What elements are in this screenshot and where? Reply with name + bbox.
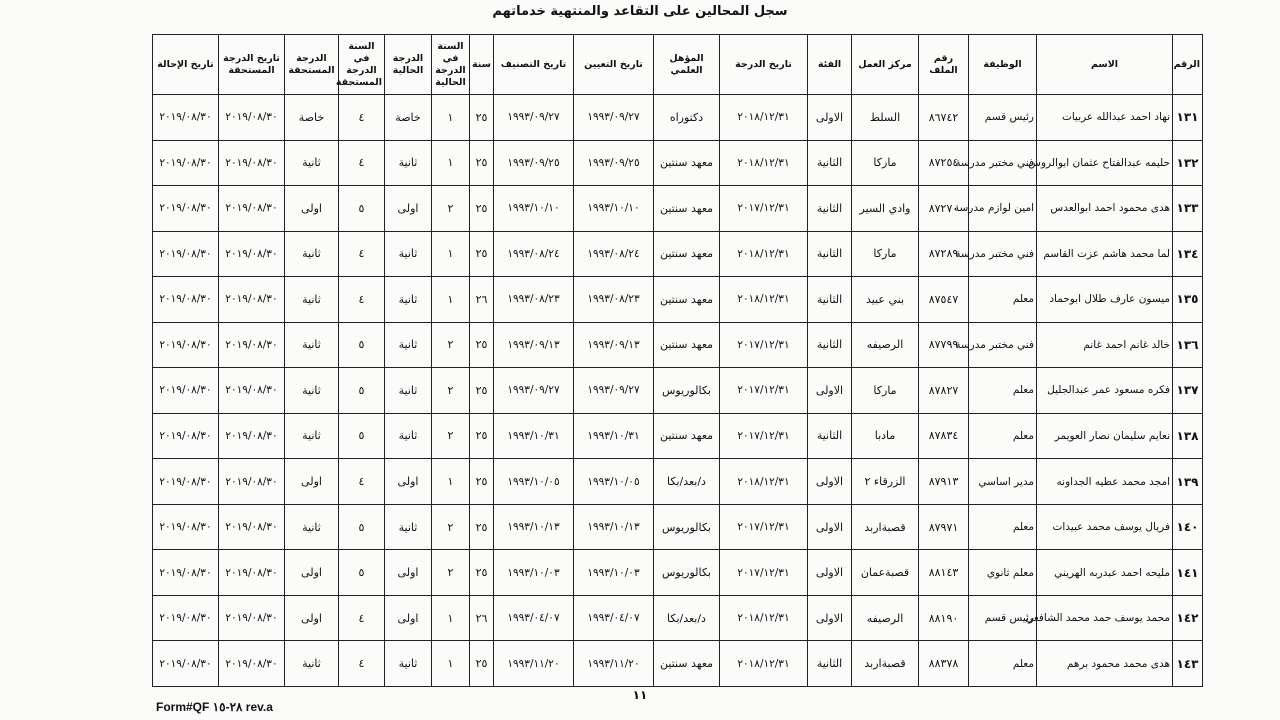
table-cell: اولى xyxy=(385,459,432,505)
table-cell: ٢٦ xyxy=(470,595,494,641)
table-cell: ٢٠١٩/٠٨/٣٠ xyxy=(219,140,285,186)
table-cell: ١٤٠ xyxy=(1173,504,1203,550)
table-cell: اولى xyxy=(285,459,339,505)
table-cell: ٨٧٢٧٠ xyxy=(919,186,969,232)
table-cell: ٢٠١٨/١٢/٣١ xyxy=(720,595,808,641)
table-cell: ٢٠١٩/٠٨/٣٠ xyxy=(219,595,285,641)
table-cell: ثانية xyxy=(285,322,339,368)
table-row xyxy=(153,641,1203,687)
table-cell: ٢٠١٨/١٢/٣١ xyxy=(720,140,808,186)
table-cell: ٢٠١٩/٠٨/٣٠ xyxy=(153,641,219,687)
table-cell: ٢٠١٩/٠٨/٣٠ xyxy=(153,186,219,232)
table-cell: ٤ xyxy=(339,231,385,277)
table-cell: ١٩٩٣/١٠/١٣ xyxy=(574,504,654,550)
table-cell: بكالوريوس xyxy=(654,504,720,550)
table-cell: الرصيفه xyxy=(852,595,919,641)
table-cell: لما محمد هاشم عزت القاسم xyxy=(1037,231,1173,277)
table-row xyxy=(153,140,1203,186)
table-cell: اولى xyxy=(385,186,432,232)
table-cell: امين لوازم مدرسة xyxy=(969,186,1037,232)
table-cell: ٢٦ xyxy=(470,277,494,323)
table-cell: الاولى xyxy=(808,459,852,505)
table-cell: ١٤٢ xyxy=(1173,595,1203,641)
table-cell: رئيس قسم xyxy=(969,95,1037,141)
table-cell: ٢٠١٩/٠٨/٣٠ xyxy=(219,95,285,141)
table-cell: ١٣٣ xyxy=(1173,186,1203,232)
column-header: السنة في الدرجة المستحقة xyxy=(339,35,385,95)
table-cell: ٢٥ xyxy=(470,186,494,232)
table-cell: معلم xyxy=(969,277,1037,323)
table-cell: الثانية xyxy=(808,322,852,368)
table-cell: الثانية xyxy=(808,641,852,687)
table-cell: ٢٠١٧/١٢/٣١ xyxy=(720,322,808,368)
table-cell: ٢٥ xyxy=(470,95,494,141)
table-cell: ١٩٩٣/٠٤/٠٧ xyxy=(494,595,574,641)
table-cell: فني مختبر مدرسة xyxy=(969,322,1037,368)
table-cell: ١٣٤ xyxy=(1173,231,1203,277)
table-cell: وادي السير xyxy=(852,186,919,232)
column-header: تاريخ الدرجة المستحقة xyxy=(219,35,285,95)
table-cell: معهد سنتين xyxy=(654,277,720,323)
column-header: مركز العمل xyxy=(852,35,919,95)
table-cell: ١٩٩٣/١١/٢٠ xyxy=(574,641,654,687)
table-cell: ١٩٩٣/٠٩/١٣ xyxy=(494,322,574,368)
table-cell: معهد سنتين xyxy=(654,322,720,368)
table-cell: ١٩٩٣/٠٩/٢٥ xyxy=(574,140,654,186)
table-cell: ثانية xyxy=(385,413,432,459)
table-cell: د/بعد/بكا xyxy=(654,595,720,641)
table-cell: الثانية xyxy=(808,186,852,232)
table-cell: الاولى xyxy=(808,368,852,414)
table-cell: الاولى xyxy=(808,595,852,641)
table-cell: ٢٠١٩/٠٨/٣٠ xyxy=(219,277,285,323)
column-header: الفئة xyxy=(808,35,852,95)
table-cell: ٢٠١٩/٠٨/٣٠ xyxy=(153,595,219,641)
table-cell: الرصيفه xyxy=(852,322,919,368)
table-cell: ٢ xyxy=(432,550,470,596)
table-cell: ١٩٩٣/٠٨/٢٣ xyxy=(574,277,654,323)
table-cell: معهد سنتين xyxy=(654,231,720,277)
table-cell: ١٣١ xyxy=(1173,95,1203,141)
table-cell: خاصة xyxy=(385,95,432,141)
table-cell: ماركا xyxy=(852,231,919,277)
table-cell: ٢٥ xyxy=(470,550,494,596)
table-cell: ثانية xyxy=(385,140,432,186)
table-cell: ١٩٩٣/٠٨/٢٣ xyxy=(494,277,574,323)
retirement-register-table xyxy=(152,34,1203,687)
table-cell: ١٣٦ xyxy=(1173,322,1203,368)
column-header: تاريخ التصنيف xyxy=(494,35,574,95)
table-cell: ١٣٢ xyxy=(1173,140,1203,186)
table-cell: ٥ xyxy=(339,413,385,459)
table-cell: معهد سنتين xyxy=(654,641,720,687)
table-cell: اولى xyxy=(385,550,432,596)
table-row xyxy=(153,504,1203,550)
table-cell: ١٤٣ xyxy=(1173,641,1203,687)
table-cell: ٢٥ xyxy=(470,504,494,550)
table-cell: ١ xyxy=(432,641,470,687)
table-body xyxy=(153,95,1203,687)
table-cell: ١٩٩٣/٠٩/٢٧ xyxy=(574,368,654,414)
table-cell: ماركا xyxy=(852,368,919,414)
table-cell: ١٩٩٣/١٠/١٠ xyxy=(494,186,574,232)
table-cell: ٨٧٧٩٩ xyxy=(919,322,969,368)
table-cell: ٢ xyxy=(432,368,470,414)
table-cell: هدى محمد محمود برهم xyxy=(1037,641,1173,687)
table-cell: دكتوراه xyxy=(654,95,720,141)
table-cell: ٢٠١٩/٠٨/٣٠ xyxy=(219,322,285,368)
table-cell: ٤ xyxy=(339,641,385,687)
table-cell: ٨٧٨٣٤ xyxy=(919,413,969,459)
table-cell: ٨٨٣٧٨ xyxy=(919,641,969,687)
table-cell: خاصة xyxy=(285,95,339,141)
table-cell: ١٩٩٣/١٠/١٣ xyxy=(494,504,574,550)
table-row xyxy=(153,186,1203,232)
table-cell: ثانية xyxy=(285,277,339,323)
table-cell: معهد سنتين xyxy=(654,186,720,232)
table-cell: ١ xyxy=(432,140,470,186)
table-cell: ٢٠١٧/١٢/٣١ xyxy=(720,413,808,459)
table-cell: ٢٠١٨/١٢/٣١ xyxy=(720,641,808,687)
table-cell: اولى xyxy=(285,550,339,596)
table-cell: ٢٠١٩/٠٨/٣٠ xyxy=(153,95,219,141)
table-row xyxy=(153,231,1203,277)
table-cell: الثانية xyxy=(808,231,852,277)
table-cell: نهاد احمد عبدالله عربيات xyxy=(1037,95,1173,141)
table-cell: ١ xyxy=(432,459,470,505)
table-cell: ثانية xyxy=(385,504,432,550)
column-header: تاريخ الإحالة xyxy=(153,35,219,95)
table-cell: ٢ xyxy=(432,186,470,232)
table-cell: فني مختبر مدرسة xyxy=(969,140,1037,186)
table-cell: ٤ xyxy=(339,95,385,141)
table-cell: ١٩٩٣/١١/٢٠ xyxy=(494,641,574,687)
table-cell: ١ xyxy=(432,595,470,641)
table-cell: ١٩٩٣/١٠/٣١ xyxy=(494,413,574,459)
table-cell: ميسون عارف طلال ابوحماد xyxy=(1037,277,1173,323)
table-cell: ١٩٩٣/١٠/٠٥ xyxy=(494,459,574,505)
table-cell: ٢٠١٩/٠٨/٣٠ xyxy=(153,550,219,596)
table-cell: ١٣٥ xyxy=(1173,277,1203,323)
table-row xyxy=(153,595,1203,641)
table-cell: ٢٠١٨/١٢/٣١ xyxy=(720,95,808,141)
table-cell: ٨٧٩٧١ xyxy=(919,504,969,550)
table-cell: حليمه عبدالفتاح عثمان ابوالروس xyxy=(1037,140,1173,186)
table-cell: ١٩٩٣/٠٨/٢٤ xyxy=(494,231,574,277)
table-cell: ٢٠١٩/٠٨/٣٠ xyxy=(219,368,285,414)
table-cell: ٢٠١٩/٠٨/٣٠ xyxy=(153,459,219,505)
table-cell: ثانية xyxy=(385,641,432,687)
table-cell: ١٣٨ xyxy=(1173,413,1203,459)
table-cell: محمد يوسف حمد محمد الشافعي xyxy=(1037,595,1173,641)
table-cell: فني مختبر مدرسة xyxy=(969,231,1037,277)
column-header: تاريخ التعيين xyxy=(574,35,654,95)
table-cell: ٢٥ xyxy=(470,413,494,459)
table-cell: نعايم سليمان نصار العويمر xyxy=(1037,413,1173,459)
column-header: الوظيفة xyxy=(969,35,1037,95)
table-cell: الاولى xyxy=(808,504,852,550)
form-code: Form#QF ٢٨-١٥ rev.a xyxy=(156,700,273,714)
document-title: سجل المحالين على التقاعد والمنتهية خدماتهم xyxy=(492,4,788,19)
table-cell: ٢٠١٩/٠٨/٣٠ xyxy=(219,504,285,550)
table-cell: ٨٨١٩٠ xyxy=(919,595,969,641)
table-cell: ثانية xyxy=(285,231,339,277)
column-header: الدرجة المستحقة xyxy=(285,35,339,95)
table-cell: الثانية xyxy=(808,140,852,186)
column-header: الدرجة الحالية xyxy=(385,35,432,95)
table-cell: ١٣٧ xyxy=(1173,368,1203,414)
table-cell: ثانية xyxy=(385,231,432,277)
table-cell: ٢٠١٩/٠٨/٣٠ xyxy=(153,368,219,414)
header-row xyxy=(153,35,1203,95)
page-number: ١١ xyxy=(632,688,648,702)
table-cell: ٨٦٧٤٢ xyxy=(919,95,969,141)
table-cell: ٢ xyxy=(432,322,470,368)
table-row xyxy=(153,95,1203,141)
table-cell: معهد سنتين xyxy=(654,140,720,186)
table-cell: الثانية xyxy=(808,277,852,323)
table-cell: ٢٠١٩/٠٨/٣٠ xyxy=(219,550,285,596)
table-cell: ١٩٩٣/٠٩/٢٧ xyxy=(494,95,574,141)
table-cell: معلم xyxy=(969,641,1037,687)
table-cell: معلم xyxy=(969,368,1037,414)
table-cell: ماركا xyxy=(852,140,919,186)
column-header: سنة xyxy=(470,35,494,95)
table-cell: ٨٧٢٥٤ xyxy=(919,140,969,186)
column-header: الرقم xyxy=(1173,35,1203,95)
table-cell: ٢٠١٩/٠٨/٣٠ xyxy=(153,322,219,368)
table-cell: بكالوريوس xyxy=(654,550,720,596)
column-header: الاسم xyxy=(1037,35,1173,95)
table-cell: ٢٠١٧/١٢/٣١ xyxy=(720,186,808,232)
table-cell: الاولى xyxy=(808,95,852,141)
table-cell: ١ xyxy=(432,277,470,323)
table-cell: مليحه احمد عبدربه الهريني xyxy=(1037,550,1173,596)
table-cell: ٢٠١٧/١٢/٣١ xyxy=(720,550,808,596)
table-cell: ثانية xyxy=(285,368,339,414)
table-row xyxy=(153,368,1203,414)
table-cell: هدى محمود احمد ابوالعدس xyxy=(1037,186,1173,232)
table-cell: ٢٥ xyxy=(470,322,494,368)
table-cell: ١٩٩٣/١٠/٠٥ xyxy=(574,459,654,505)
table-cell: ١٩٩٣/٠٩/٢٧ xyxy=(574,95,654,141)
table-cell: ١٩٩٣/٠٩/١٣ xyxy=(574,322,654,368)
table-cell: ٢٥ xyxy=(470,368,494,414)
table-cell: بكالوريوس xyxy=(654,368,720,414)
table-cell: ٢٠١٩/٠٨/٣٠ xyxy=(153,231,219,277)
table-cell: ٥ xyxy=(339,550,385,596)
table-cell: ٢٠١٩/٠٨/٣٠ xyxy=(219,186,285,232)
table-cell: ٢ xyxy=(432,504,470,550)
table-cell: ١٣٩ xyxy=(1173,459,1203,505)
table-cell: ثانية xyxy=(285,641,339,687)
table-cell: السلط xyxy=(852,95,919,141)
column-header: رقم الملف xyxy=(919,35,969,95)
table-cell: ٥ xyxy=(339,322,385,368)
table-cell: ١٩٩٣/١٠/١٠ xyxy=(574,186,654,232)
table-cell: ١٩٩٣/٠٩/٢٧ xyxy=(494,368,574,414)
table-cell: ٨٧٨٢٧ xyxy=(919,368,969,414)
table-cell: ١٤١ xyxy=(1173,550,1203,596)
table-cell: د/بعد/بكا xyxy=(654,459,720,505)
table-cell: فكره مسعود عمر عبدالجليل xyxy=(1037,368,1173,414)
table-cell: ٥ xyxy=(339,186,385,232)
table-cell: ٢٠١٩/٠٨/٣٠ xyxy=(219,231,285,277)
table-cell: ٢٠١٩/٠٨/٣٠ xyxy=(219,459,285,505)
table-cell: ٢ xyxy=(432,413,470,459)
column-header: السنة في الدرجة الحالية xyxy=(432,35,470,95)
table-cell: قصبةاربد xyxy=(852,504,919,550)
table-cell: معلم xyxy=(969,413,1037,459)
table-cell: ٢٥ xyxy=(470,231,494,277)
table-cell: اولى xyxy=(385,595,432,641)
table-cell: ٢٠١٨/١٢/٣١ xyxy=(720,231,808,277)
table-cell: بني عبيد xyxy=(852,277,919,323)
table-cell: مدير اساسي xyxy=(969,459,1037,505)
table-cell: ٢٥ xyxy=(470,140,494,186)
table-cell: فريال يوسف محمد عبيدات xyxy=(1037,504,1173,550)
table-cell: ٤ xyxy=(339,459,385,505)
table-cell: الاولى xyxy=(808,550,852,596)
table-cell: خالد غانم احمد غانم xyxy=(1037,322,1173,368)
table-cell: ٨٧٢٨٩ xyxy=(919,231,969,277)
table-cell: ثانية xyxy=(385,322,432,368)
table-row xyxy=(153,550,1203,596)
table-cell: ثانية xyxy=(285,140,339,186)
table-cell: مادبا xyxy=(852,413,919,459)
table-cell: ٢٠١٩/٠٨/٣٠ xyxy=(219,641,285,687)
table-cell: ٢٠١٧/١٢/٣١ xyxy=(720,504,808,550)
table-cell: ثانية xyxy=(285,504,339,550)
table-cell: ٤ xyxy=(339,140,385,186)
table-cell: ٢٠١٧/١٢/٣١ xyxy=(720,368,808,414)
table-cell: اولى xyxy=(285,595,339,641)
table-cell: ٢٠١٩/٠٨/٣٠ xyxy=(153,504,219,550)
table-cell: ثانية xyxy=(285,413,339,459)
column-header: تاريخ الدرجة xyxy=(720,35,808,95)
table-cell: رئيس قسم xyxy=(969,595,1037,641)
table-cell: ١ xyxy=(432,231,470,277)
table-cell: ثانية xyxy=(385,368,432,414)
table-row xyxy=(153,459,1203,505)
table-cell: ١٩٩٣/٠٨/٢٤ xyxy=(574,231,654,277)
table-cell: ٤ xyxy=(339,595,385,641)
table-cell: ٨٧٥٤٧ xyxy=(919,277,969,323)
table-cell: معهد سنتين xyxy=(654,413,720,459)
table-row xyxy=(153,413,1203,459)
table-header xyxy=(153,35,1203,95)
table-cell: ٢٠١٩/٠٨/٣٠ xyxy=(153,277,219,323)
table-cell: ١٩٩٣/٠٩/٢٥ xyxy=(494,140,574,186)
table-cell: ٢٠١٨/١٢/٣١ xyxy=(720,277,808,323)
table-cell: ٨٨١٤٣ xyxy=(919,550,969,596)
table-cell: ٢٠١٨/١٢/٣١ xyxy=(720,459,808,505)
table-cell: ١ xyxy=(432,95,470,141)
table-cell: ١٩٩٣/٠٤/٠٧ xyxy=(574,595,654,641)
table-row xyxy=(153,277,1203,323)
table-cell: الزرقاء ٢ xyxy=(852,459,919,505)
table-cell: ٨٧٩١٣ xyxy=(919,459,969,505)
table-cell: قصبةاربد xyxy=(852,641,919,687)
table-cell: ٢٥ xyxy=(470,641,494,687)
table-cell: الثانية xyxy=(808,413,852,459)
table-cell: اولى xyxy=(285,186,339,232)
table-cell: ١٩٩٣/١٠/٣١ xyxy=(574,413,654,459)
table-cell: قصبةعمان xyxy=(852,550,919,596)
table-row xyxy=(153,322,1203,368)
table-cell: معلم xyxy=(969,504,1037,550)
table-cell: ٢٥ xyxy=(470,459,494,505)
table-cell: ١٩٩٣/١٠/٠٣ xyxy=(574,550,654,596)
table-cell: ٥ xyxy=(339,504,385,550)
table-cell: ٥ xyxy=(339,368,385,414)
column-header: المؤهل العلمي xyxy=(654,35,720,95)
table-cell: ٤ xyxy=(339,277,385,323)
table-cell: ٢٠١٩/٠٨/٣٠ xyxy=(219,413,285,459)
table-cell: امجد محمد عطيه الجداونه xyxy=(1037,459,1173,505)
table-cell: ٢٠١٩/٠٨/٣٠ xyxy=(153,413,219,459)
table-cell: ٢٠١٩/٠٨/٣٠ xyxy=(153,140,219,186)
table-cell: ثانية xyxy=(385,277,432,323)
table-cell: ١٩٩٣/١٠/٠٣ xyxy=(494,550,574,596)
table-cell: معلم ثانوي xyxy=(969,550,1037,596)
